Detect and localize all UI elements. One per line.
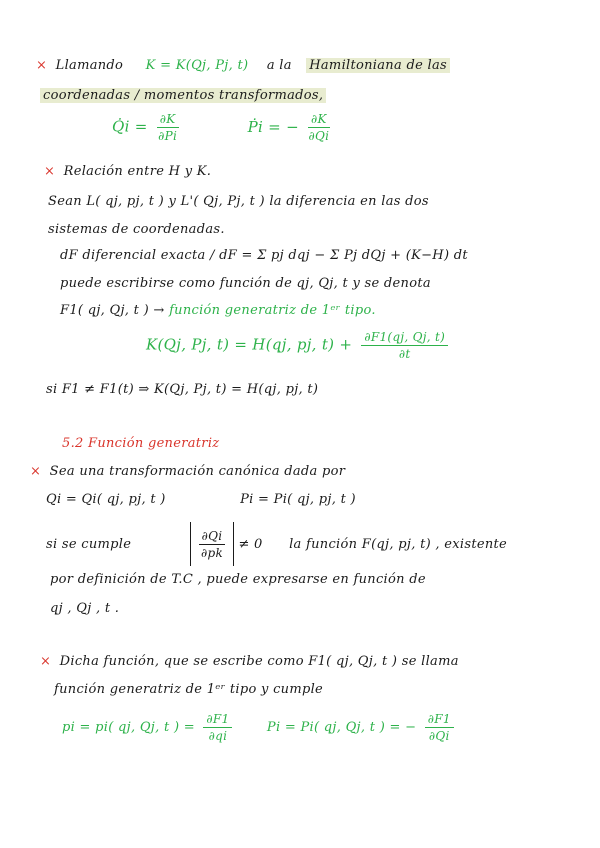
line-by-definition: por definición de T.C , puede expresarse en función de <box>50 572 426 587</box>
eq-lhs: Ṗi = − <box>247 117 299 136</box>
denominator: ∂Qi <box>308 129 330 143</box>
numerator: ∂K <box>308 112 330 128</box>
line-systems: sistemas de coordenadas. <box>48 222 225 237</box>
jacobian-determinant <box>186 522 263 566</box>
equation-hamilton-transformed <box>112 112 334 143</box>
text: la función F(qj, pj, t) , existente <box>289 536 508 552</box>
section-heading: 5.2 Función generatriz <box>62 436 220 451</box>
bullet-mark: × <box>36 58 48 73</box>
numerator: ∂F1 <box>203 712 232 728</box>
text: Qi = Qi( qj, pj, t ) <box>46 492 166 507</box>
equation-k-h-relation <box>146 330 452 361</box>
eq-lhs: K(Qj, Pj, t) = H(qj, pj, t) + <box>146 335 353 354</box>
fraction <box>157 112 179 143</box>
text: Sea una transformación canónica dada por <box>49 464 346 479</box>
highlighted-text: coordenadas / momentos transformados, <box>40 88 326 103</box>
eq-lhs: pi = pi( qj, Qj, t ) = <box>62 720 195 735</box>
line-generating-function: función generatriz de 1ᵉʳ tipo y cumple <box>54 682 324 697</box>
fraction <box>425 712 454 743</box>
determinant-bar <box>233 522 234 566</box>
fraction <box>308 112 330 143</box>
line-f1-definition <box>60 303 376 318</box>
numerator: ∂Qi <box>199 529 226 545</box>
denominator: ∂qi <box>208 729 228 743</box>
line-hamiltonian-def <box>36 58 450 73</box>
text: si se cumple <box>46 536 132 552</box>
fraction <box>199 529 226 560</box>
denominator: ∂pk <box>201 545 224 560</box>
text: Dicha función, que se escribe como F1( qj, Qj, t ) se llama <box>59 654 459 669</box>
section-relation-title <box>44 164 211 179</box>
line-can-be-written: puede escribirse como función de qj, Qj, t y se denota <box>60 276 431 291</box>
eq-lhs: Q̇i = <box>112 117 148 136</box>
fraction <box>361 330 448 361</box>
denominator: ∂Qi <box>428 729 450 743</box>
line-jacobian-condition <box>46 522 507 566</box>
text: Pi = Pi( qj, pj, t ) <box>240 492 356 507</box>
line-lagrangians: Sean L( qj, pj, t ) y L'( Qj, Pj, t ) la diferencia en las dos <box>48 194 429 209</box>
bullet-mark: × <box>44 164 56 179</box>
line-exact-differential: dF diferencial exacta / dF = Σ pj dqj − Σ Pj dQj + (K−H) dt <box>60 248 468 263</box>
numerator: ∂F1(qj, Qj, t) <box>361 330 448 346</box>
line-said-function <box>40 654 459 669</box>
bullet-mark: × <box>40 654 52 669</box>
eq-lhs: Pi = Pi( qj, Qj, t ) = − <box>266 720 417 735</box>
line-variables: qj , Qj , t . <box>50 601 120 616</box>
equation-generating-derivatives <box>62 712 458 743</box>
determinant-bar <box>190 522 191 566</box>
formula-k: K = K(Qj, Pj, t) <box>145 58 249 73</box>
neq-zero: ≠ 0 <box>238 536 263 552</box>
green-text: función generatriz de 1ᵉʳ tipo. <box>169 303 376 318</box>
line-transform-equations <box>46 492 356 507</box>
denominator: ∂Pi <box>158 129 178 143</box>
highlighted-text: Hamiltoniana de las <box>306 58 450 73</box>
text: Llamando <box>55 58 124 73</box>
denominator: ∂t <box>398 347 411 361</box>
text: F1( qj, Qj, t ) → <box>60 303 165 318</box>
bullet-mark: × <box>30 464 42 479</box>
numerator: ∂F1 <box>425 712 454 728</box>
line-transformation <box>30 464 345 479</box>
text: Relación entre H y K. <box>63 164 212 179</box>
fraction <box>203 712 232 743</box>
text: a la <box>266 58 292 73</box>
numerator: ∂K <box>157 112 179 128</box>
line-coordinates <box>40 88 326 103</box>
line-time-independent: si F1 ≠ F1(t) ⇒ K(Qj, Pj, t) = H(qj, pj, t) <box>46 382 319 397</box>
